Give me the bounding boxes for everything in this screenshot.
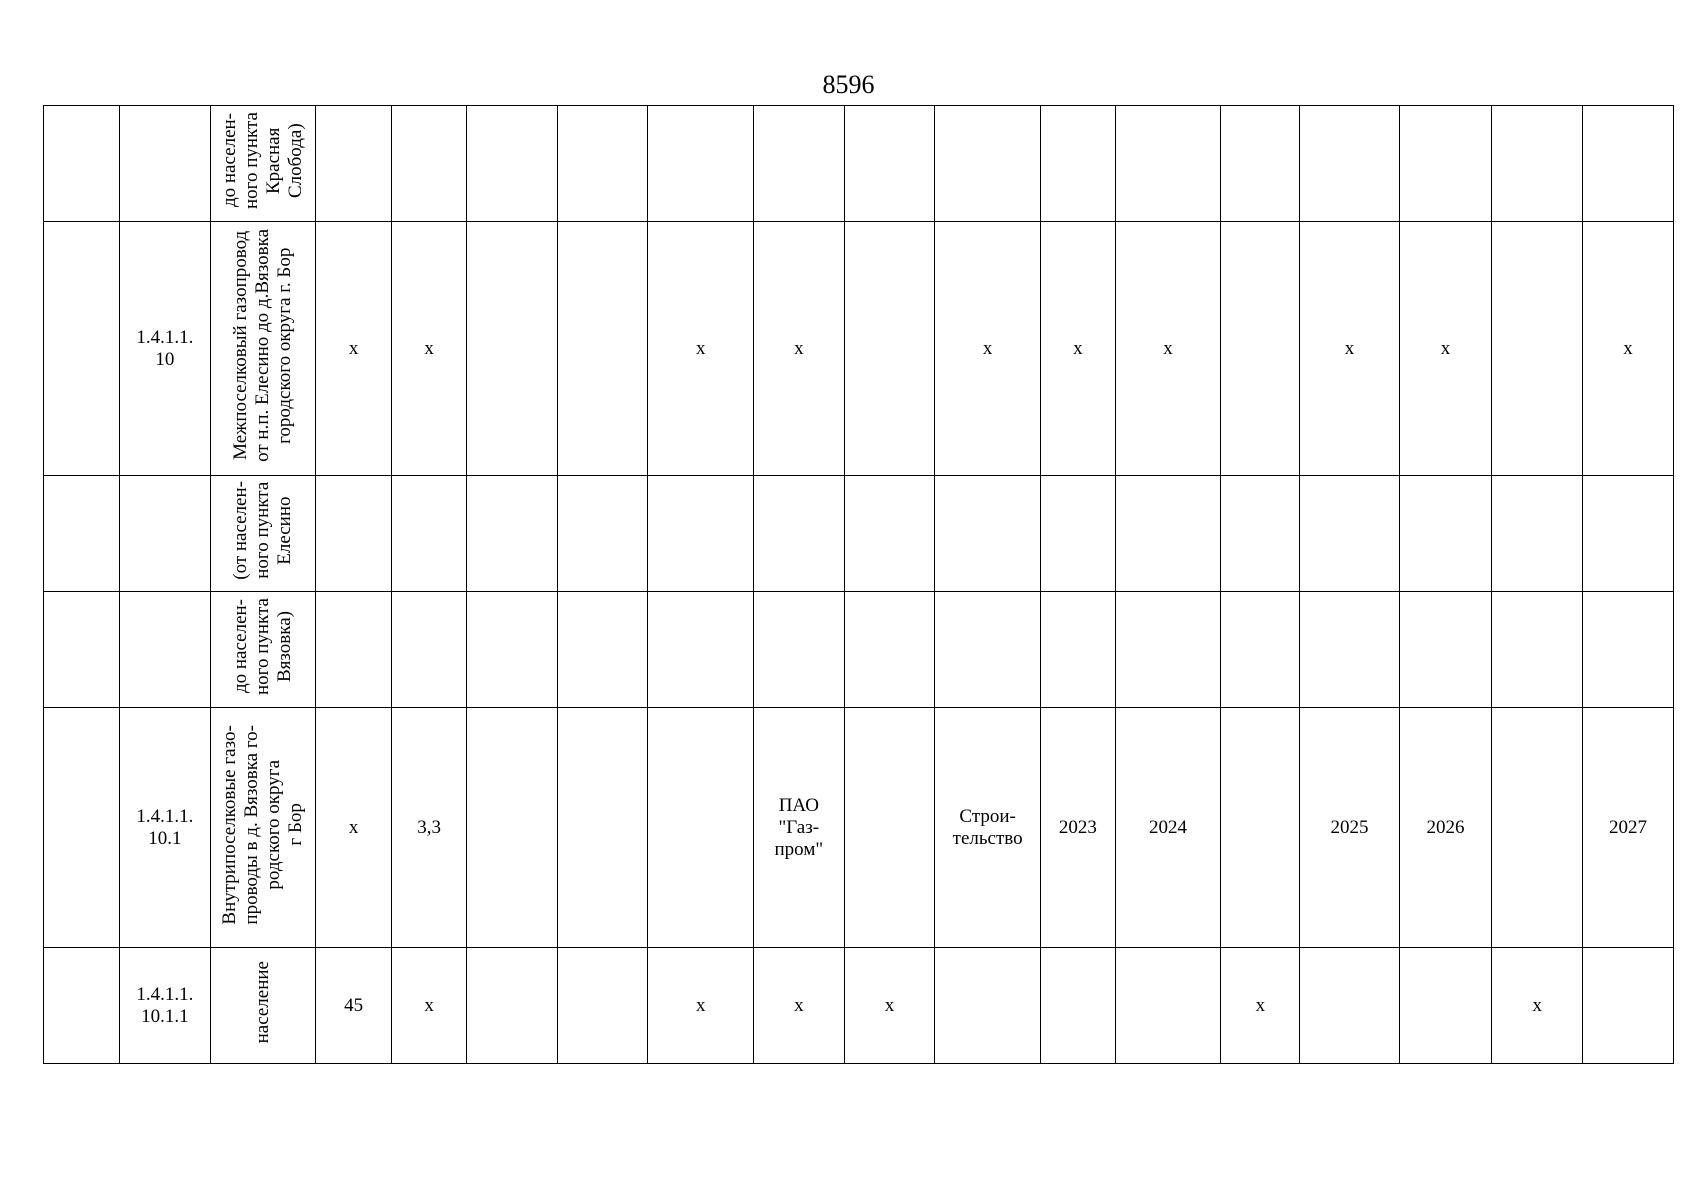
data-table [43, 105, 1674, 1064]
table-cell [1492, 106, 1583, 222]
table-cell [1399, 476, 1492, 592]
cell-value: 2023 [1058, 816, 1097, 838]
cell-value: х [695, 337, 706, 359]
row-blank-cell [44, 222, 120, 476]
table-cell [648, 708, 754, 948]
table-cell [1399, 222, 1492, 476]
cell-value: 2024 [1149, 816, 1188, 838]
cell-value: х [1255, 994, 1266, 1016]
table-cell [1399, 708, 1492, 948]
table-cell [392, 592, 467, 708]
table-cell [316, 106, 392, 222]
table-cell [844, 476, 935, 592]
row-name: население [251, 961, 273, 1044]
table-cell [648, 592, 754, 708]
table-cell [753, 106, 844, 222]
table-row [44, 948, 1674, 1064]
row-name-cell [210, 106, 316, 222]
table-cell [648, 222, 754, 476]
table-cell [753, 592, 844, 708]
table-row [44, 592, 1674, 708]
row-code-cell [119, 222, 210, 476]
table-cell [557, 222, 648, 476]
table-cell [1300, 708, 1399, 948]
table-cell [753, 948, 844, 1064]
table-cell [844, 948, 935, 1064]
table-row [44, 222, 1674, 476]
cell-value: х [1344, 337, 1355, 359]
table-cell [392, 106, 467, 222]
row-blank-cell [44, 948, 120, 1064]
row-name-cell [210, 222, 316, 476]
table-cell [648, 106, 754, 222]
cell-value: х [1532, 994, 1542, 1016]
row-code: 1.4.1.1. 10 [136, 326, 194, 370]
table-cell [467, 948, 558, 1064]
table-cell [392, 222, 467, 476]
row-name-cell [210, 708, 316, 948]
table-row [44, 476, 1674, 592]
cell-value: х [794, 337, 804, 359]
table-cell [1040, 708, 1115, 948]
table-cell [935, 948, 1041, 1064]
table-cell [316, 476, 392, 592]
table-cell [648, 476, 754, 592]
row-code-cell [119, 592, 210, 708]
table-cell [935, 708, 1041, 948]
table-cell [1115, 476, 1221, 592]
row-code-cell [119, 476, 210, 592]
table-cell [467, 476, 558, 592]
table-cell [1583, 708, 1674, 948]
table-cell [557, 948, 648, 1064]
table-cell [1492, 222, 1583, 476]
table-cell [1399, 106, 1492, 222]
table-cell [316, 592, 392, 708]
table-cell [1399, 592, 1492, 708]
table-cell [1583, 948, 1674, 1064]
table-cell [1300, 592, 1399, 708]
table-cell [1115, 708, 1221, 948]
table-cell [844, 222, 935, 476]
table-cell [1583, 476, 1674, 592]
table-cell [753, 476, 844, 592]
table-cell [844, 708, 935, 948]
table-cell [1492, 592, 1583, 708]
cell-value: х [884, 994, 895, 1016]
row-blank-cell [44, 476, 120, 592]
table-cell [1300, 222, 1399, 476]
row-code-cell [119, 106, 210, 222]
table-cell [1221, 708, 1300, 948]
table-cell [1115, 222, 1221, 476]
table-cell [392, 476, 467, 592]
cell-value: х [1073, 337, 1083, 359]
row-code-cell [119, 708, 210, 948]
row-name-cell [210, 592, 316, 708]
table-cell [1040, 106, 1115, 222]
table-cell [316, 222, 392, 476]
table-cell [1221, 106, 1300, 222]
table-cell [1300, 106, 1399, 222]
table-cell [1492, 708, 1583, 948]
cell-value: х [424, 337, 434, 359]
cell-value: х [1623, 337, 1633, 359]
table-cell [935, 592, 1041, 708]
table-cell [1583, 222, 1674, 476]
table-cell [392, 948, 467, 1064]
table-row [44, 708, 1674, 948]
table-cell [467, 106, 558, 222]
cell-value: х [348, 816, 359, 838]
cell-value: х [1163, 337, 1173, 359]
table-cell [1040, 592, 1115, 708]
table-cell [392, 708, 467, 948]
table-body [44, 106, 1674, 1064]
table-cell [1221, 948, 1300, 1064]
cell-value: 2027 [1609, 816, 1648, 838]
table-cell [1040, 948, 1115, 1064]
table-cell [1300, 948, 1399, 1064]
page-number: 8596 [822, 70, 875, 99]
table-cell [935, 106, 1041, 222]
cell-value: 2026 [1426, 816, 1465, 838]
table-cell [316, 948, 392, 1064]
row-name: до населен- ного пункта Красная Слобода) [218, 111, 306, 210]
table-cell [1221, 476, 1300, 592]
cell-value: 3,3 [417, 816, 441, 838]
cell-value: х [982, 337, 993, 359]
table-cell [935, 222, 1041, 476]
table-cell [1221, 222, 1300, 476]
table-cell [1492, 476, 1583, 592]
row-name: до населен- ного пункта Вязовка) [229, 597, 295, 696]
table-cell [1221, 592, 1300, 708]
row-code: 1.4.1.1. 10.1.1 [136, 983, 194, 1027]
table-cell [1040, 476, 1115, 592]
row-code: 1.4.1.1. 10.1 [136, 805, 194, 849]
cell-value: х [424, 994, 434, 1016]
table-cell [1040, 222, 1115, 476]
table-cell [648, 948, 754, 1064]
row-blank-cell [44, 106, 120, 222]
row-name: Внутрипоселковые газо- проводы в д. Вязовка го- родского округа г Бор [218, 724, 306, 925]
table-cell [1399, 948, 1492, 1064]
table-cell [844, 592, 935, 708]
row-name: Межпоселковый газопровод от н.п. Елесино до д.Вязовка городского округа г. Бор [229, 229, 295, 462]
cell-value: ПАО "Газ- пром" [774, 794, 824, 860]
table-cell [1300, 476, 1399, 592]
table-row [44, 106, 1674, 222]
row-name-cell [210, 476, 316, 592]
table-cell [467, 708, 558, 948]
table-cell [1115, 106, 1221, 222]
cell-value: Строи- тельство [952, 805, 1023, 849]
cell-value: х [1440, 337, 1451, 359]
table-cell [557, 708, 648, 948]
row-name: (от населен- ного пункта Елесино [229, 481, 295, 580]
table-cell [467, 222, 558, 476]
cell-value: х [794, 994, 804, 1016]
cell-value: х [695, 994, 706, 1016]
table-cell [1583, 592, 1674, 708]
table-cell [1492, 948, 1583, 1064]
row-code-cell [119, 948, 210, 1064]
table-cell [557, 476, 648, 592]
table-cell [753, 222, 844, 476]
table-cell [557, 106, 648, 222]
table-cell [753, 708, 844, 948]
cell-value: х [348, 337, 359, 359]
table-cell [1115, 592, 1221, 708]
table-cell [1115, 948, 1221, 1064]
cell-value: 2025 [1330, 816, 1369, 838]
table-cell [467, 592, 558, 708]
table-cell [1583, 106, 1674, 222]
row-name-cell [210, 948, 316, 1064]
table-cell [935, 476, 1041, 592]
row-blank-cell [44, 592, 120, 708]
table-cell [316, 708, 392, 948]
row-blank-cell [44, 708, 120, 948]
table-cell [844, 106, 935, 222]
table-cell [557, 592, 648, 708]
cell-value: 45 [344, 994, 364, 1016]
